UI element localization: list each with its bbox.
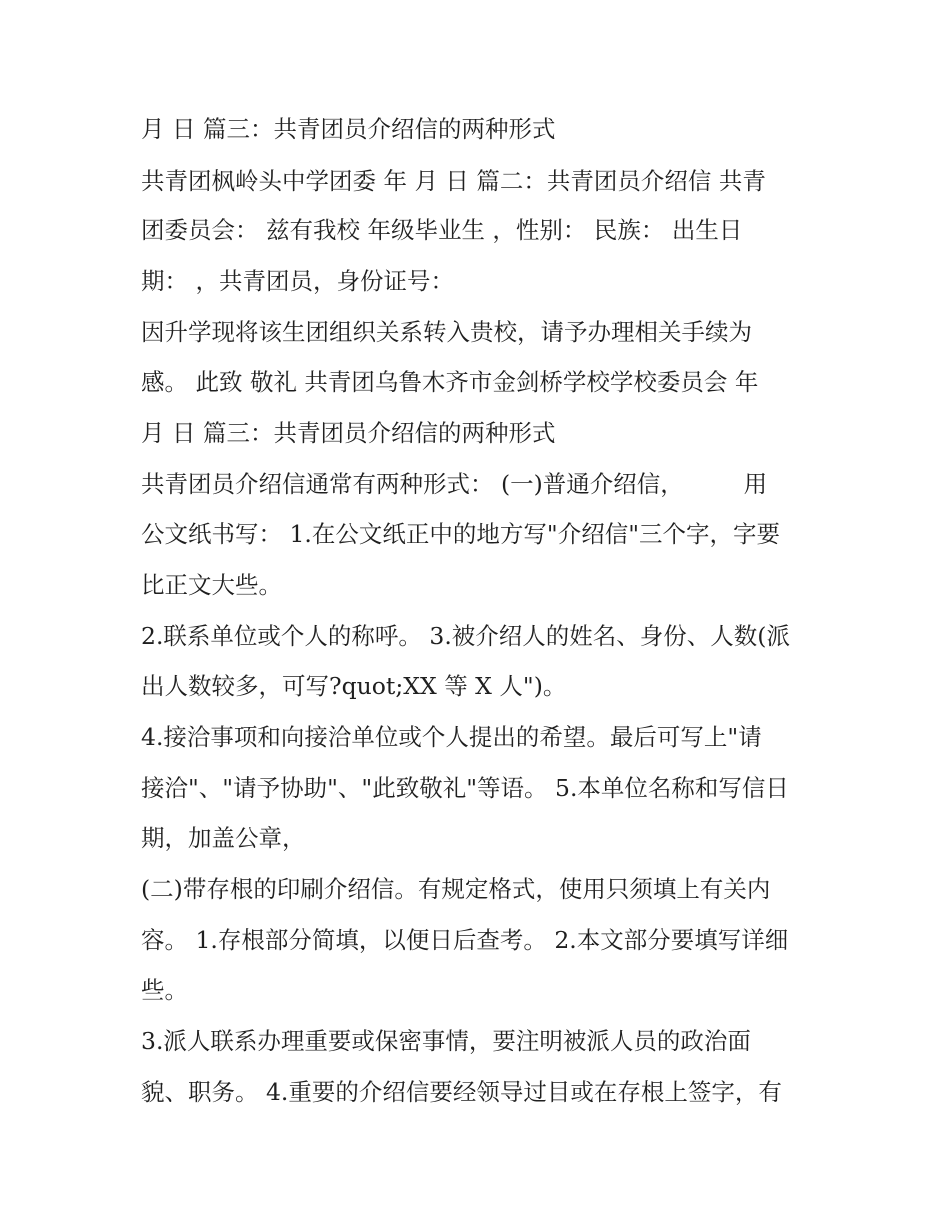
text-line: 共青团员介绍信通常有两种形式： (一)普通介绍信， 用 bbox=[141, 470, 768, 498]
text-line: 容。 1.存根部分简填，以便日后查考。 2.本文部分要填写详细 bbox=[141, 926, 789, 954]
text-line: 公文纸书写： 1.在公文纸正中的地方写"介绍信"三个字，字要 bbox=[141, 520, 781, 548]
text-line: 貌、职务。 4.重要的介绍信要经领导过目或在存根上签字，有 bbox=[141, 1078, 782, 1106]
text-line: 期： ，共青团员，身份证号： bbox=[141, 267, 454, 295]
text-line: 团委员会： 兹有我校 年级毕业生 ，性别： 民族： 出生日 bbox=[141, 216, 743, 244]
text-line: 接洽"、"请予协助"、"此致敬礼"等语。 5.本单位名称和写信日 bbox=[141, 774, 789, 802]
text-line: 2.联系单位或个人的称呼。 3.被介绍人的姓名、身份、人数(派 bbox=[141, 622, 790, 650]
text-line: 4.接洽事项和向接洽单位或个人提出的希望。最后可写上"请 bbox=[141, 723, 762, 751]
text-line: 因升学现将该生团组织关系转入贵校，请予办理相关手续为 bbox=[141, 318, 752, 346]
text-line: 比正文大些。 bbox=[141, 571, 282, 599]
text-line: 感。 此致 敬礼 共青团乌鲁木齐市金剑桥学校学校委员会 年 bbox=[141, 368, 759, 396]
text-line: (二)带存根的印刷介绍信。有规定格式，使用只须填上有关内 bbox=[141, 875, 771, 903]
text-line: 共青团枫岭头中学团委 年 月 日 篇二：共青团员介绍信 共青 bbox=[141, 167, 766, 195]
text-line: 月 日 篇三：共青团员介绍信的两种形式 bbox=[141, 115, 556, 143]
text-line: 3.派人联系办理重要或保密事情，要注明被派人员的政治面 bbox=[141, 1027, 751, 1055]
text-line: 些。 bbox=[141, 976, 188, 1004]
text-line: 出人数较多，可写?quot;XX 等 X 人")。 bbox=[141, 672, 567, 700]
text-line: 月 日 篇三：共青团员介绍信的两种形式 bbox=[141, 419, 556, 447]
text-line: 期，加盖公章， bbox=[141, 824, 306, 852]
